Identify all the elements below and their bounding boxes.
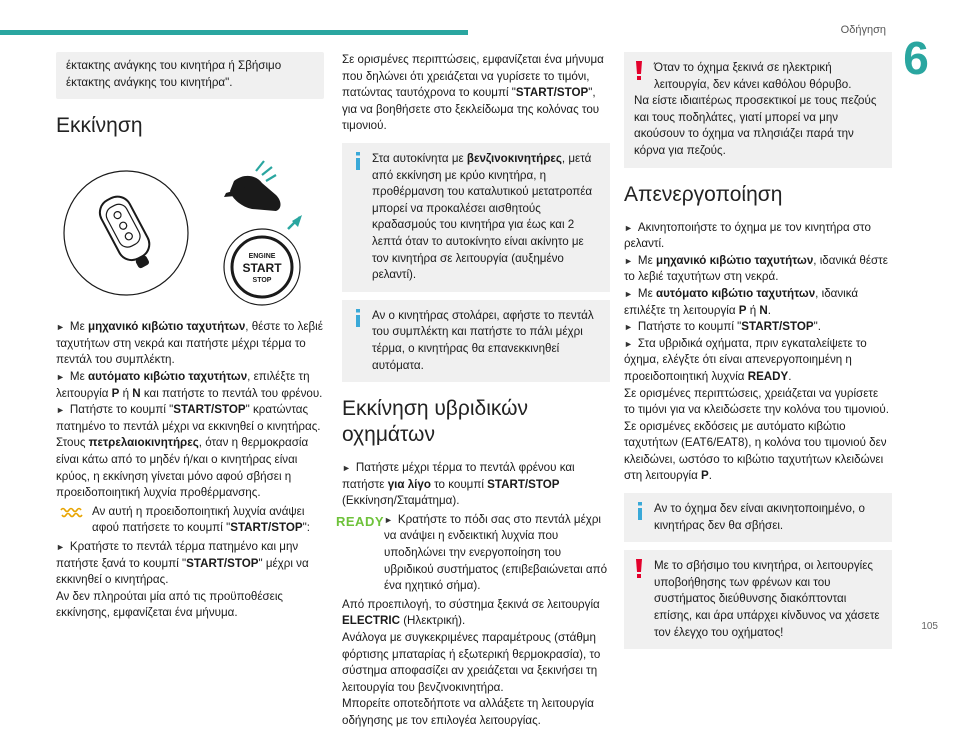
step-stop-vehicle: ► Ακινητοποιήστε το όχημα με τον κινητήρα στο ρελαντί.: [624, 220, 871, 251]
bullet-arrow-icon: ►: [384, 514, 393, 525]
info-icon: [352, 309, 364, 327]
warning-box-silent: Όταν το όχημα ξεκινά σε ηλεκτρική λειτουργία, δεν κάνει καθόλου θόρυβο. Να είστε ιδιαιτέρως προσεκτικοί με τους πεζούς και τους ποδηλάτες, γιατί μπορεί να μην ακούσουν το όχημα να πλησιάζει παρά την κόρνα για πεζούς.: [624, 52, 892, 168]
bullet-arrow-icon: ►: [624, 322, 633, 333]
info-box-stall: Αν ο κινητήρας στολάρει, αφήστε το πεντάλ του συμπλέκτη και πατήστε το πάλι μέχρι τέρμα, ο κινητήρας θα επανεκκινηθεί αυτόματα.: [342, 300, 610, 382]
warning-icon: [634, 559, 644, 579]
step-check-ready: ► Στα υβριδικά οχήματα, πριν εγκαταλείψετε το όχημα, ελέγξτε ότι είναι απενεργοποιημένη η προειδοποιητική λυχνία READY.: [624, 336, 867, 383]
warning-box-assist: Με το σβήσιμο του κινητήρα, οι λειτουργίες υποβοήθησης των φρένων και του συστήματος διεύθυνσης διακόπτονται επίσης, και άρα υπάρχει κίνδυνος να χάσετε τον έλεγχο του οχήματος!: [624, 550, 892, 649]
info-icon: [634, 502, 646, 520]
column-3: [624, 52, 892, 649]
header-bar: [0, 30, 468, 35]
section-heading-shutdown: Απενεργοποίηση: [624, 182, 783, 206]
step-press-start: ► Πατήστε το κουμπί "START/STOP" κρατώντας πατημένο το πεντάλ μέχρι να εκκινηθεί ο κινητήρας.: [56, 403, 321, 433]
column-2: [336, 52, 610, 730]
section-heading-start: Εκκίνηση: [56, 114, 143, 138]
bullet-arrow-icon: ►: [624, 288, 633, 299]
section-title: Οδήγηση: [840, 24, 886, 36]
steering-unlock-note: Σε ορισμένες περιπτώσεις, εμφανίζεται ένα μήνυμα που δηλώνει ότι χρειάζεται να γυρίσετε το τιμόνι, πατώντας ταυτόχρονα το κουμπί "START/STOP", για να βοηθήσετε στο ξεκλείδωμα της κολόνας του τιμονιού.: [342, 53, 604, 133]
eat-versions-note: Σε ορισμένες εκδόσεις με αυτόματο κιβώτιο ταχυτήτων (EAT6/EAT8), η κολόνα του τιμονιού δεν κλειδώνει, ωστόσο το κιβώτιο ταχυτήτων κλειδώνει στη λειτουργία P.: [624, 419, 887, 483]
bullet-arrow-icon: ►: [624, 255, 633, 266]
chapter-marker: [888, 30, 944, 110]
step-manual-gearbox: ► Με μηχανικό κιβώτιο ταχυτήτων, θέστε το λεβιέ ταχυτήτων στη νεκρά και πατήστε μέχρι τέρμα το πεντάλ του συμπλέκτη.: [56, 320, 323, 367]
steering-lock-note: Σε ορισμένες περιπτώσεις, χρειάζεται να γυρίσετε το τιμόνι για να κλειδώσετε την κολόνα του τιμονιού.: [624, 386, 889, 417]
warning-icon: [634, 61, 644, 81]
key-and-button-illustration: [56, 151, 324, 311]
bullet-arrow-icon: ►: [624, 338, 633, 349]
diesel-note: Στους πετρελαιοκινητήρες, όταν η θερμοκρασία είναι κάτω από το μηδέν ή/και ο κινητήρας είναι κρύος, η εκκίνηση γίνεται μόνο αφού σβήσει η προειδοποιητική λυχνία προθέρμανσης.: [56, 436, 309, 500]
step-hybrid-start: ► Πατήστε μέχρι τέρμα το πεντάλ φρένου και πατήστε για λίγο το κουμπί START/STOP (Εκκίνηση/Σταμάτημα).: [342, 461, 575, 508]
button-label-stop: STOP: [252, 277, 272, 285]
section-heading-hybrid: Εκκίνηση υβριδικών οχημάτων: [342, 397, 528, 447]
button-label-start: START: [242, 261, 282, 276]
intro-box: [56, 52, 324, 99]
step-select-auto: ► Με αυτόματο κιβώτιο ταχυτήτων, ιδανικά επιλέξτε τη λειτουργία P ή N.: [624, 286, 859, 317]
page-number: 105: [921, 621, 938, 633]
start-conditions-note: Αν δεν πληρούται μία από τις προϋποθέσεις εκκίνησης, εμφανίζεται ένα μήνυμα.: [56, 589, 284, 620]
electric-default-note: Από προεπιλογή, το σύστημα ξεκινά σε λειτουργία ELECTRIC (Ηλεκτρική).: [342, 597, 600, 628]
hand-press-icon: [224, 161, 281, 211]
bullet-arrow-icon: ►: [56, 371, 65, 382]
preheat-lamp-icon: [56, 504, 86, 537]
bullet-arrow-icon: ►: [624, 222, 633, 233]
step-hold-pedal: ► Κρατήστε το πεντάλ τέρμα πατημένο και μην πατήστε ξανά το κουμπί "START/STOP" μέχρι να εκκινηθεί ο κινητήρας.: [56, 539, 309, 587]
step-auto-gearbox: ► Με αυτόματο κιβώτιο ταχυτήτων, επιλέξτε τη λειτουργία P ή N και πατήστε το πεντάλ του φρένου.: [56, 369, 323, 400]
preheat-indicator-note: Αν αυτή η προειδοποιητική λυχνία ανάψει αφού πατήσετε το κουμπί "START/STOP":: [56, 504, 324, 537]
start-illustration: [56, 151, 324, 311]
bullet-arrow-icon: ►: [56, 322, 65, 333]
ready-lamp-icon: READY: [336, 513, 385, 529]
info-box-petrol: Στα αυτοκίνητα με βενζινοκινητήρες, μετά από εκκίνηση με κρύο κινητήρα, η προθέρμανση του καταλυτικού μετατροπέα μπορεί να προκαλέσει αισθητούς κραδασμούς του κινητήρα για έως και 2 λεπτά όταν το αυτοκίνητο είναι ακίνητο με τον κινητήρα σε λειτουργία (αυξημένο ρελαντί).: [342, 143, 610, 292]
bullet-arrow-icon: ►: [56, 541, 65, 552]
info-icon: [352, 152, 364, 170]
info-box-not-stopped: Αν το όχημα δεν είναι ακινητοποιημένο, ο κινητήρας δεν θα σβήσει.: [624, 493, 892, 542]
bullet-arrow-icon: ►: [56, 405, 65, 416]
engine-decision-note: Ανάλογα με συγκεκριμένες παραμέτρους (στάθμη φόρτισης μπαταρίας ή εξωτερική θερμοκρασία), το σύστημα αποφασίζει αν χρειάζεται να ξεκινήσει τη λειτουργία του βενζινοκινητήρα.: [342, 631, 601, 694]
step-press-stop: ► Πατήστε το κουμπί "START/STOP".: [624, 320, 821, 334]
step-neutral-manual: ► Με μηχανικό κιβώτιο ταχυτήτων, ιδανικά θέστε το λεβιέ ταχυτήτων στη νεκρά.: [624, 253, 888, 284]
bullet-arrow-icon: ►: [342, 463, 351, 474]
chapter-number: 6: [903, 32, 929, 84]
mode-selector-note: Μπορείτε οποτεδήποτε να αλλάξετε τη λειτουργία οδήγησης με τον επιλογέα λειτουργίας.: [342, 697, 594, 727]
button-label-engine: ENGINE: [248, 253, 276, 261]
ready-indicator-note: READY ► Κρατήστε το πόδι σας στο πεντάλ μέχρι να ανάψει η ενδεικτική λυχνία που υποδηλώνει την ενεργοποίηση του υβριδικού συστήματος (επιβεβαιώνεται από ένα ηχητικό σήμα).: [336, 512, 608, 593]
column-1: [56, 52, 324, 622]
intro-text: έκτακτης ανάγκης του κινητήρα ή Σβήσιμο έκτακτης ανάγκης του κινητήρα".: [66, 59, 282, 89]
